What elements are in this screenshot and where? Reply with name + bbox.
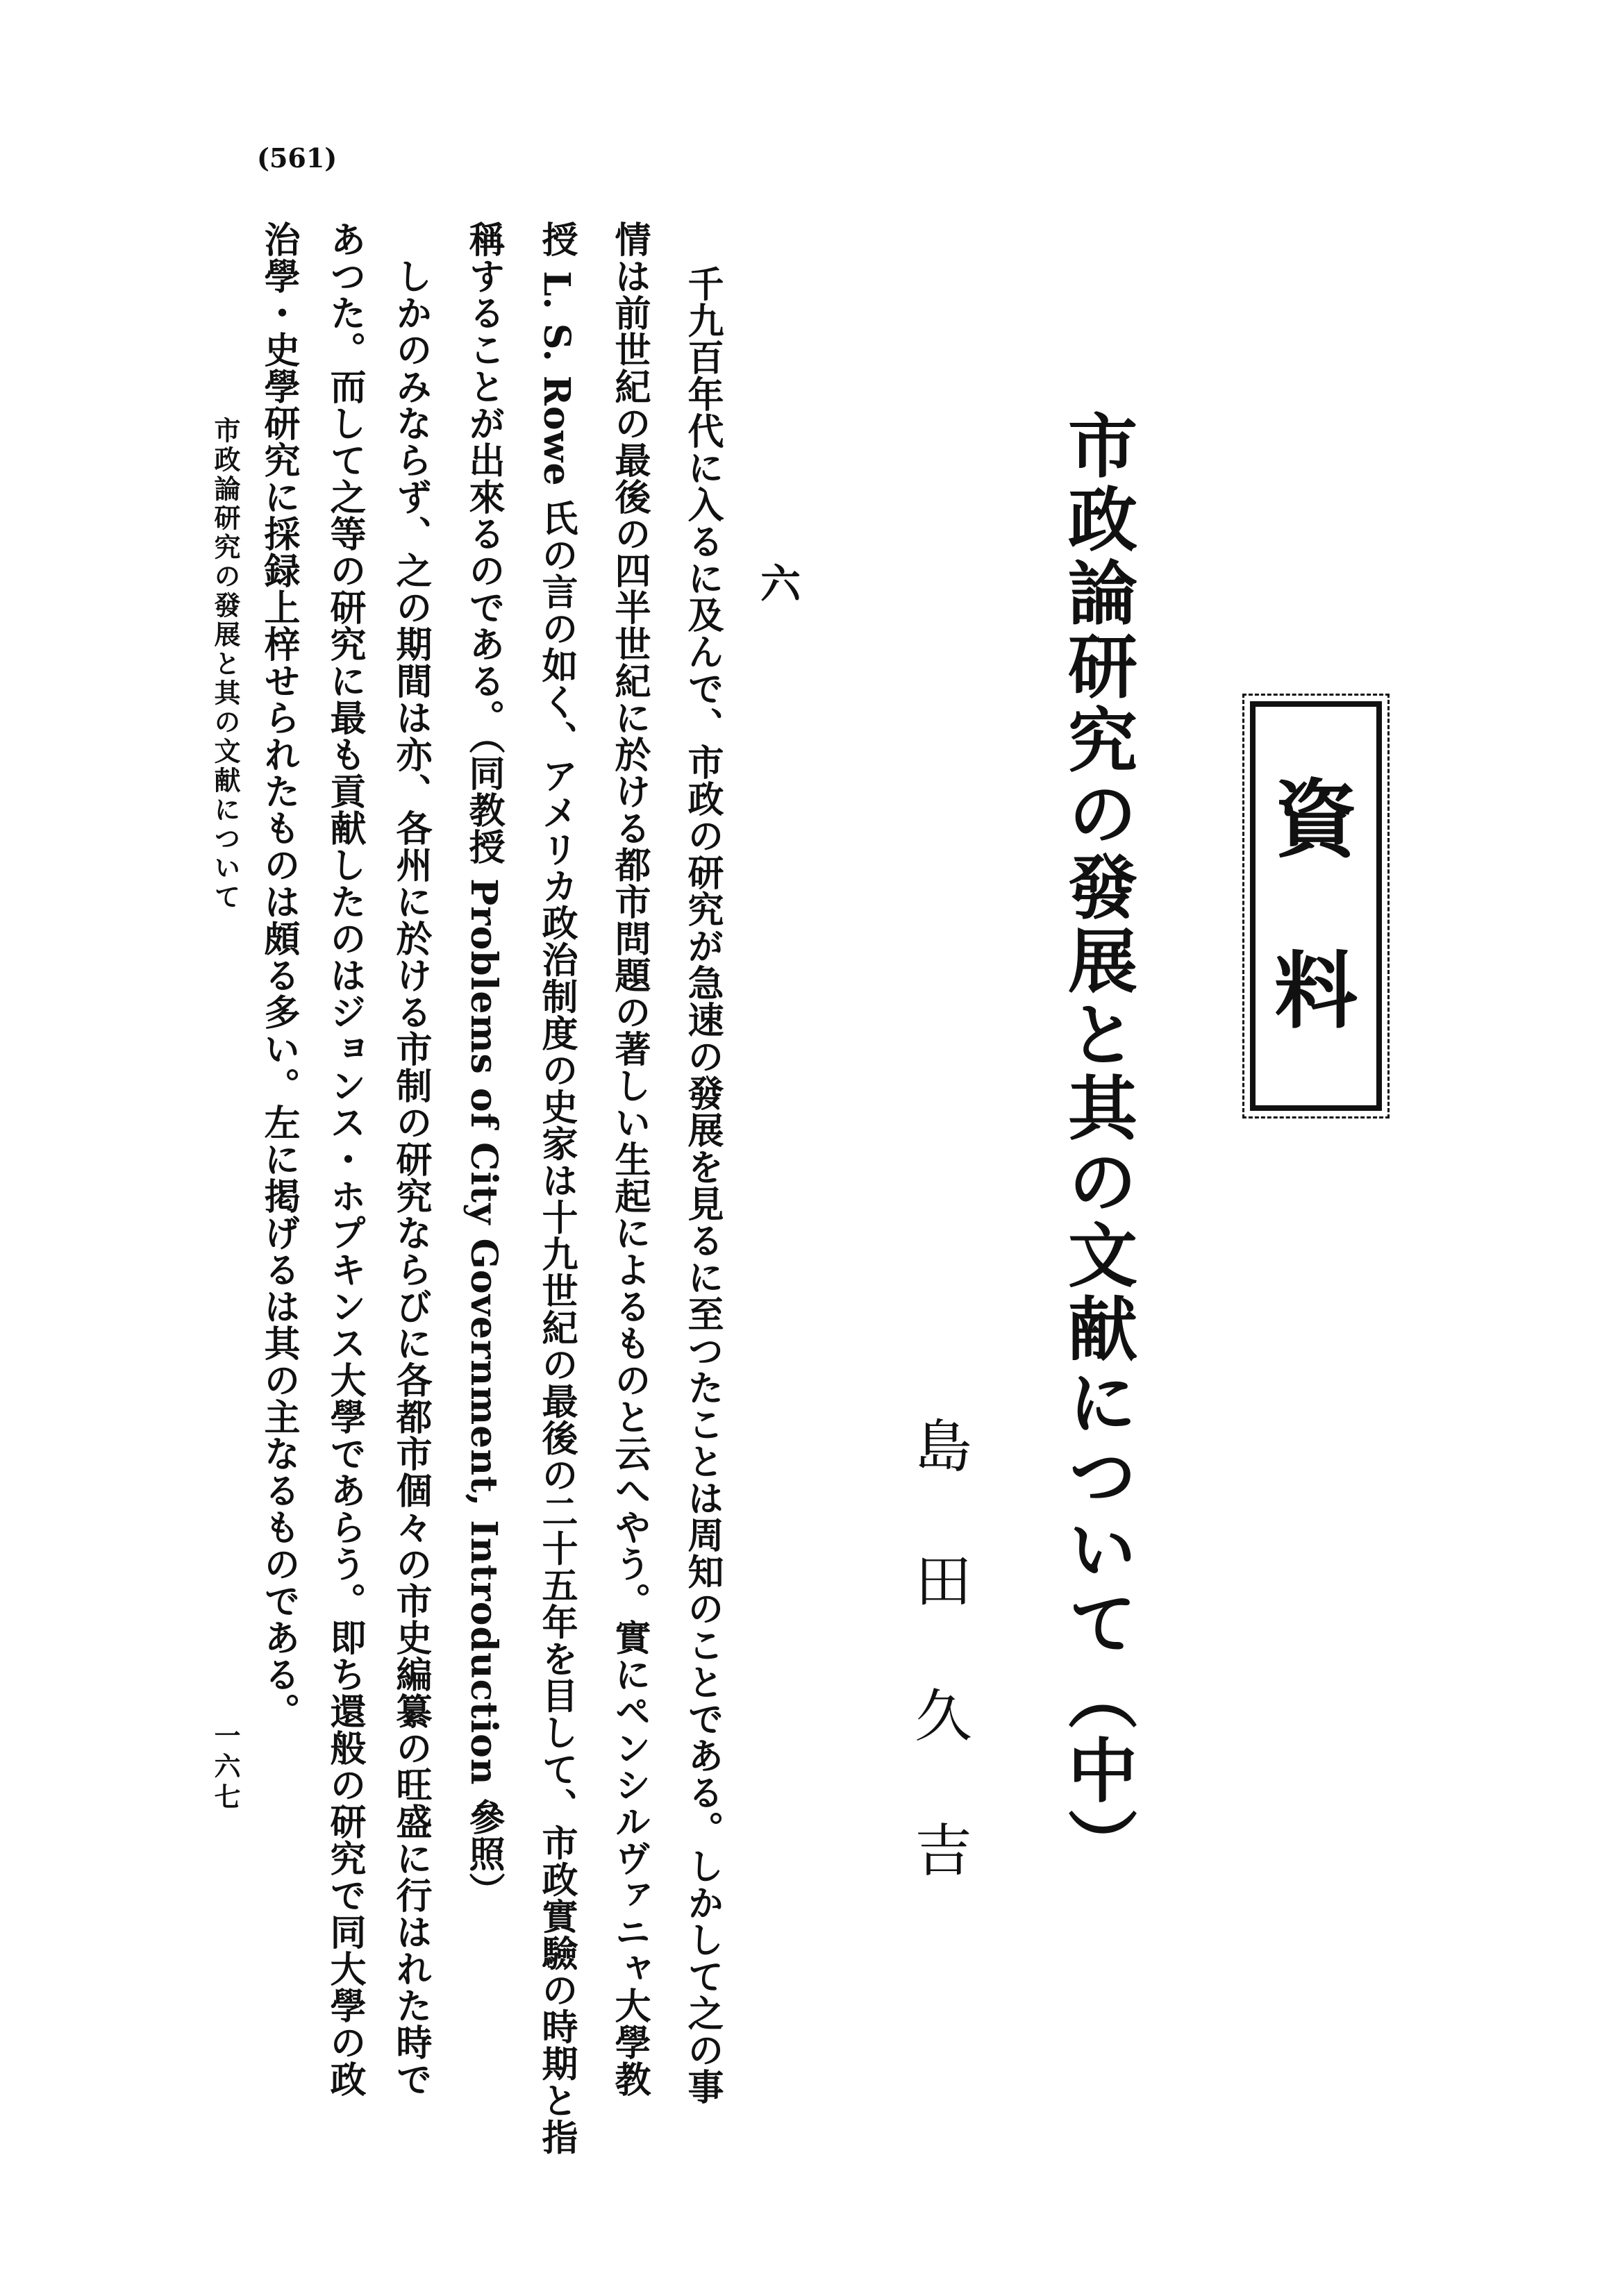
author-name: 島田久吉 <box>906 1416 971 1955</box>
running-footer: 市政論研究の發展と其の文献について <box>210 417 241 912</box>
folio-number: 一六七 <box>210 1722 241 1813</box>
stamp-char-1: 資 <box>1274 771 1358 869</box>
article-title: 市政論研究の發展と其の文献について（中） <box>1056 410 1138 1882</box>
body-line: しかのみならず、之の期間は亦、各州に於ける市制の研究ならびに各都市個々の市史編纂の旺盛に行はれた時で <box>390 221 432 2097</box>
section-number: 六 <box>753 562 801 603</box>
page-number-mark: (561) <box>257 142 337 174</box>
body-line: あつた。而して之等の研究に最も貢献したのはジョンス・ホプキンス大學であらう。即ち還般の研究で同大學の政 <box>324 221 366 2097</box>
body-line: 授 L. S. Rowe 氏の言の如く、アメリカ政治制度の史家は十九世紀の最後の二十五年を目して、市政實驗の時期と指 <box>535 221 578 2156</box>
section-stamp <box>1250 701 1382 1111</box>
stamp-char-2: 料 <box>1274 943 1358 1040</box>
body-line: 情は前世紀の最後の四半世紀に於ける都市問題の著しい生起によるものと云へやう。實にペンシルヴァニャ大學教 <box>608 221 651 2097</box>
body-line: 千九百年代に入るに及んで、市政の研究が急速の發展を見るに至つたことは周知のことである。しかして之の事 <box>681 265 724 2105</box>
body-line: 治學・史學研究に採録上梓せられたものは頗る多い。左に掲げるは其の主なるものである。 <box>258 221 300 1729</box>
body-line: 稱することが出來るのである。（同教授 Problems of City Government, Introduction 參照） <box>462 221 505 1909</box>
